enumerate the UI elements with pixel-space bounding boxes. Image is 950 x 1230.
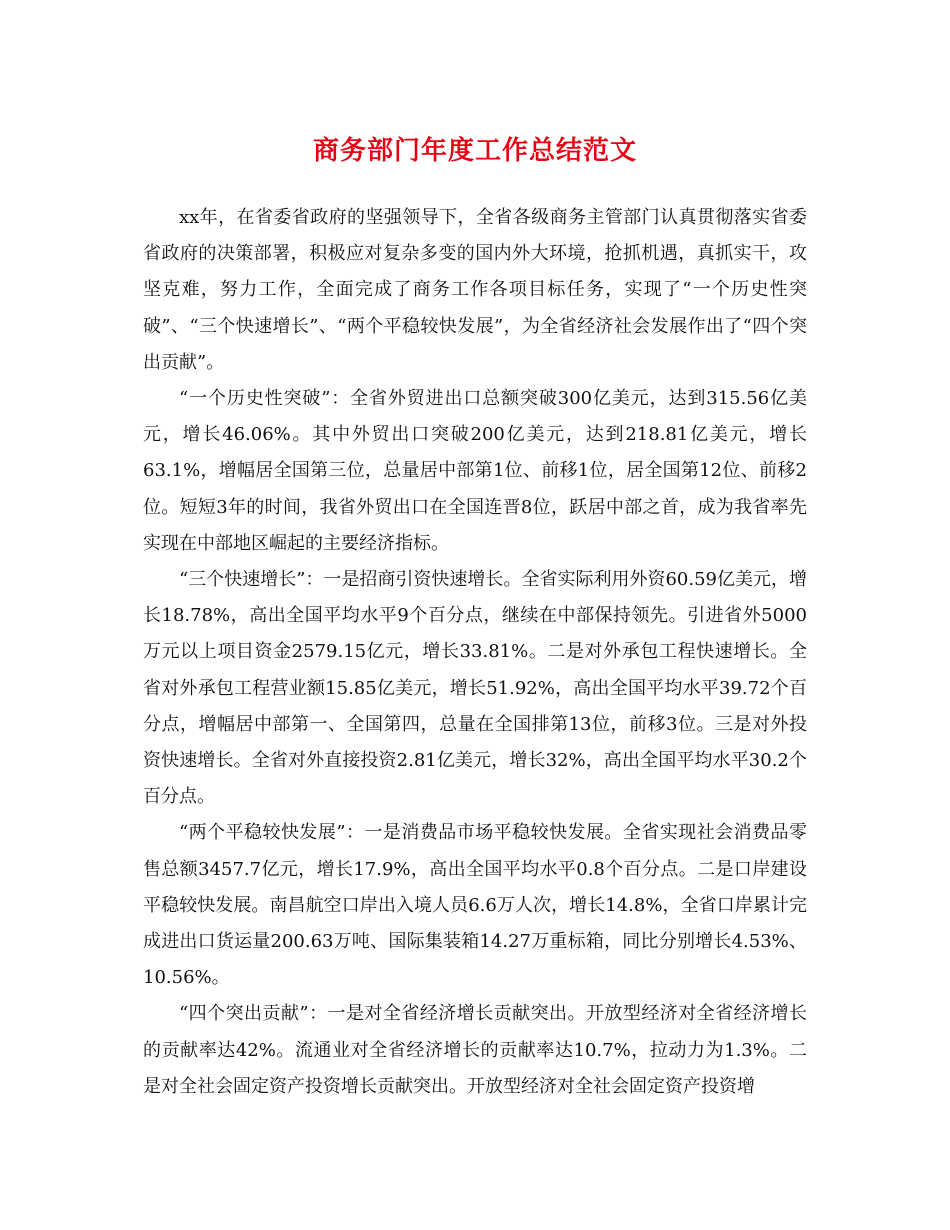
document-title: 商务部门年度工作总结范文: [312, 136, 637, 166]
paragraph-two-steady-developments: “两个平稳较快发展”：一是消费品市场平稳较快发展。全省实现社会消费品零售总额3457.7亿元，增长17.9%，高出全国平均水平0.8个百分点。二是口岸建设平稳较快发展。南昌航空口岸出入境人员6.6万人次，增长14.8%，全省口岸累计完成进出口货运量200.63万吨、国际集装箱14.27万重标箱，同比分别增长4.53%、10.56%。: [143, 822, 807, 989]
paragraph-historic-breakthrough: “一个历史性突破”：全省外贸进出口总额突破300亿美元，达到315.56亿美元，增长46.06%。其中外贸出口突破200亿美元，达到218.81亿美元，增长63.1%，增幅居全国第三位，总量居中部第1位、前移1位，居全国第12位、前移2位。短短3年的时间，我省外贸出口在全国连晋8位，跃居中部之首，成为我省率先实现在中部地区崛起的主要经济指标。: [143, 388, 807, 554]
paragraph-three-rapid-growths: “三个快速增长”：一是招商引资快速增长。全省实际利用外资60.59亿美元，增长18.78%，高出全国平均水平9个百分点，继续在中部保持领先。引进省外5000万元以上项目资金2579.15亿元，增长33.81%。二是对外承包工程快速增长。全省对外承包工程营业额15.85亿美元，增长51.92%，高出全国平均水平39.72个百分点，增幅居中部第一、全国第四，总量在全国排第13位，前移3位。三是对外投资快速增长。全省对外直接投资2.81亿美元，增长32%，高出全国平均水平30.2个百分点。: [143, 569, 807, 808]
document-body: [143, 200, 807, 1105]
paragraph-four-contributions: “四个突出贡献”：一是对全省经济增长贡献突出。开放型经济对全省经济增长的贡献率达42%。流通业对全省经济增长的贡献率达10.7%，拉动力为1.3%。二是对全社会固定资产投资增长贡献突出。开放型经济对全社会固定资产投资增: [143, 1003, 807, 1097]
paragraph-intro: xx年，在省委省政府的坚强领导下，全省各级商务主管部门认真贯彻落实省委省政府的决策部署，积极应对复杂多变的国内外大环境，抢抓机遇，真抓实干，攻坚克难，努力工作，全面完成了商务工作各项目标任务，实现了“一个历史性突破”、“三个快速增长”、“两个平稳较快发展”，为全省经济社会发展作出了“四个突出贡献”。: [143, 207, 807, 373]
